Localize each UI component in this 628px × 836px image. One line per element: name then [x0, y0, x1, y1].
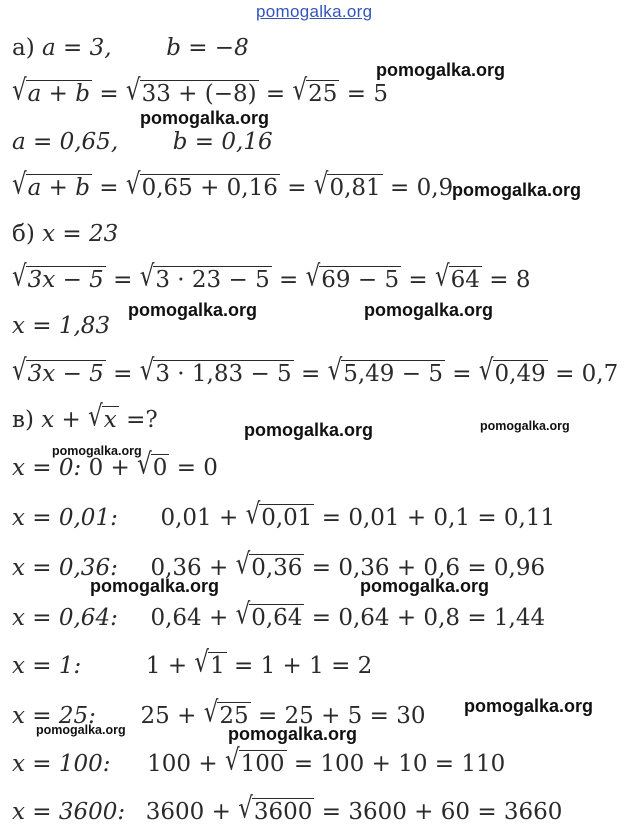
line-a1-expression [12, 74, 388, 108]
v-head-pre: x + [41, 407, 81, 433]
b2-x-value: x = 1,83 [12, 313, 111, 339]
row-pre: 0,01 + [160, 505, 239, 531]
watermark: pomogalka.org [52, 444, 142, 458]
sqrt-25: √25 [292, 74, 338, 107]
sqrt-64: √64 [435, 260, 480, 293]
sqrt-3x-minus-5: √3x − 5 [12, 260, 104, 293]
watermark: pomogalka.org [244, 420, 374, 440]
line-a2-values [12, 128, 273, 156]
line-b1-expression: √3x − 5 = √3 · 23 − 5 = √69 − 5 = √64 = 8 [12, 260, 531, 293]
row-pre: 100 + [147, 751, 218, 777]
sqrt-3600: √3600 [238, 792, 313, 825]
sqrt-549-minus-5: √5,49 − 5 [327, 354, 443, 387]
sqrt-1: √1 [194, 646, 225, 679]
result: = 0,7 [555, 361, 619, 387]
line-a1-values [12, 34, 249, 62]
sqrt-3-times-23-minus-5: √3 · 23 − 5 [139, 260, 270, 293]
sqrt-33-minus-8: √33 + (−8) [125, 74, 257, 107]
equals-sign: = [99, 81, 119, 107]
sqrt-036: √0,36 [235, 548, 303, 581]
result: = 8 [489, 267, 531, 293]
row-x-value: x = 25: [12, 703, 96, 729]
result: = 5 [346, 81, 388, 107]
equals-sign: = [265, 81, 286, 107]
line-b2-expression: √3x − 5 = √3 · 1,83 − 5 = √5,49 − 5 = √0,49 = 0,7 [12, 354, 619, 387]
v-head-post: =? [126, 407, 158, 433]
row-x-value: x = 1: [12, 653, 82, 679]
row-pre: 0 + [88, 455, 130, 481]
watermark: pomogalka.org [90, 576, 220, 596]
sqrt-064: √0,64 [235, 598, 303, 631]
row-result: = 100 + 10 = 110 [293, 751, 506, 777]
row-x-value: x = 0,64: [12, 605, 118, 631]
line-b1-values [12, 220, 118, 248]
row-pre: 3600 + [145, 799, 231, 825]
sqrt-3x-minus-5: √3x − 5 [12, 354, 104, 387]
watermark: pomogalka.org [464, 696, 594, 716]
sqrt-a-plus-b: √a + b [12, 168, 90, 201]
watermark: pomogalka.org [364, 300, 494, 320]
part-label-v: в) [12, 407, 34, 433]
line-b2-values [12, 312, 110, 340]
row-pre: 0,36 + [150, 555, 229, 581]
row-result: = 3600 + 60 = 3660 [321, 799, 563, 825]
a1-b-value: b = −8 [166, 35, 249, 61]
sqrt-0: √0 [137, 448, 168, 481]
row-x-001 [12, 498, 556, 532]
a2-b-value: b = 0,16 [172, 129, 273, 155]
watermark: pomogalka.org [128, 300, 258, 320]
watermark-top-link[interactable]: pomogalka.org [256, 2, 373, 21]
result: = 0,9 [389, 175, 454, 201]
watermark: pomogalka.org [376, 60, 506, 80]
sqrt-065-plus-016: √0,65 + 0,16 [125, 168, 278, 201]
row-x-value: x = 0,36: [12, 555, 118, 581]
watermark: pomogalka.org [480, 419, 570, 433]
watermark: pomogalka.org [36, 723, 126, 737]
line-a2-expression: √a + b = √0,65 + 0,16 = √0,81 = 0,9 [12, 168, 454, 201]
sqrt-x: √x [88, 400, 117, 433]
row-result: = 0,36 + 0,6 = 0,96 [311, 555, 546, 581]
row-x-value: x = 0,01: [12, 505, 118, 531]
b1-x-value: x = 23 [42, 221, 119, 247]
sqrt-25: √25 [203, 696, 249, 729]
watermark: pomogalka.org [228, 724, 358, 744]
a1-a-value: a = 3, [42, 35, 112, 61]
sqrt-049: √0,49 [478, 354, 546, 387]
watermark: pomogalka.org [452, 180, 582, 200]
sqrt-081: √0,81 [313, 168, 381, 201]
row-pre: 1 + [145, 653, 188, 679]
part-label-b: б) [12, 221, 35, 247]
sqrt-69-minus-5: √69 − 5 [305, 260, 400, 293]
row-pre: 0,64 + [150, 605, 229, 631]
a2-a-value: a = 0,65, [12, 129, 119, 155]
line-v-header [12, 400, 158, 434]
row-x-064 [12, 598, 546, 632]
row-x-3600 [12, 792, 563, 826]
row-pre: 25 + [140, 703, 197, 729]
row-x-100 [12, 744, 506, 778]
sqrt-a-plus-b: √a + b [12, 74, 90, 107]
part-label-a: а) [12, 35, 35, 61]
row-result: = 0,01 + 0,1 = 0,11 [321, 505, 556, 531]
sqrt-3-times-183-minus-5: √3 · 1,83 − 5 [139, 354, 292, 387]
row-x-value: x = 3600: [12, 799, 126, 825]
row-x-value: x = 100: [12, 751, 111, 777]
watermark: pomogalka.org [360, 576, 490, 596]
watermark: pomogalka.org [140, 108, 270, 128]
row-result: = 0,64 + 0,8 = 1,44 [311, 605, 546, 631]
row-result: = 1 + 1 = 2 [234, 653, 373, 679]
sqrt-001: √0,01 [245, 498, 313, 531]
row-x-value: x = 0: [12, 455, 82, 481]
row-x-1 [12, 646, 373, 680]
row-result: = 25 + 5 = 30 [257, 703, 426, 729]
row-result: = 0 [176, 455, 218, 481]
sqrt-100: √100 [224, 744, 285, 777]
